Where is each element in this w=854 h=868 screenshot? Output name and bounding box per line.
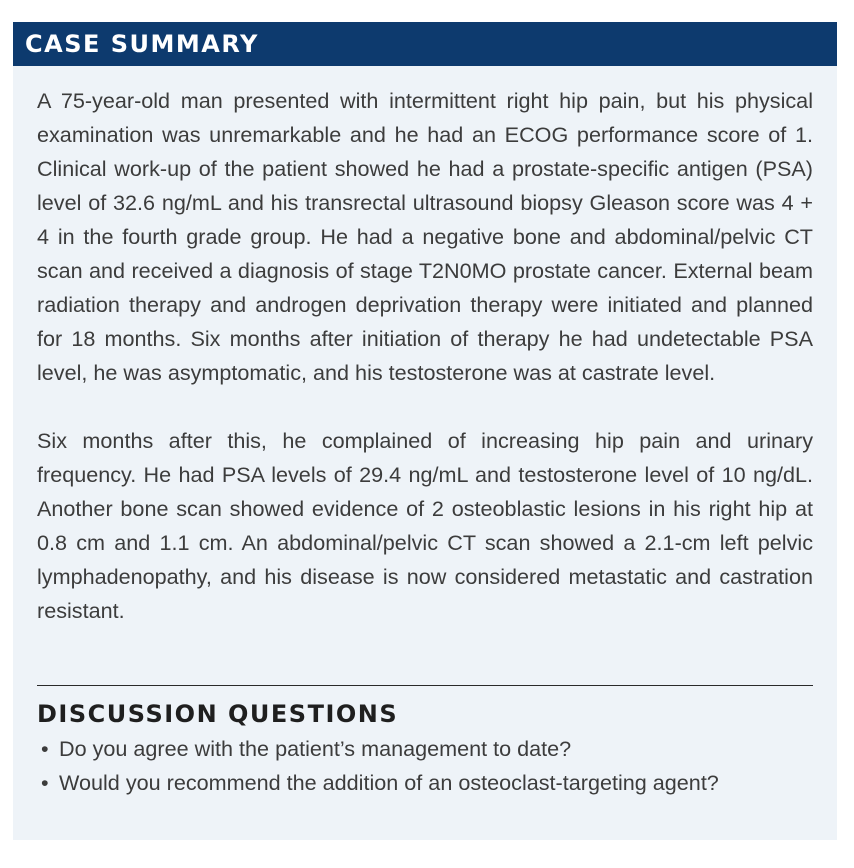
case-summary-body bbox=[37, 84, 813, 628]
section-divider bbox=[37, 685, 813, 686]
case-summary-header bbox=[13, 22, 837, 66]
discussion-question bbox=[37, 732, 813, 766]
case-summary-title: CASE SUMMARY bbox=[25, 30, 259, 58]
bullet-icon: • bbox=[41, 770, 49, 795]
discussion-question bbox=[37, 766, 813, 800]
discussion-questions-section bbox=[37, 698, 813, 800]
case-paragraph-1: A 75-year-old man presented with intermittent right hip pain, but his physical examination was unremarkable and he had an ECOG performance score of 1. Clinical work-up of the patient showed he had a prostate-specific antigen (PSA) level of 32.6 ng/mL and his transrectal ultrasound biopsy Gleason score was 4 + 4 in the fourth grade group. He had a negative bone and abdominal/pelvic CT scan and received a diagnosis of stage T2N0MO prostate cancer. External beam radiation therapy and androgen deprivation therapy were initiated and planned for 18 months. Six months after initiation of therapy he had undetectable PSA level, he was asymptomatic, and his testosterone was at castrate level. bbox=[37, 88, 813, 385]
discussion-questions-list bbox=[37, 732, 813, 800]
bullet-icon: • bbox=[41, 736, 49, 761]
case-paragraph-2: Six months after this, he complained of increasing hip pain and urinary frequency. He had PSA levels of 29.4 ng/mL and testosterone level of 10 ng/dL. Another bone scan showed evidence of 2 osteoblastic lesions in his right hip at 0.8 cm and 1.1 cm. An abdominal/pelvic CT scan showed a 2.1-cm left pelvic lymphadenopathy, and his disease is now considered metastatic and castration resistant. bbox=[37, 428, 813, 623]
discussion-questions-title: DISCUSSION QUESTIONS bbox=[37, 700, 399, 728]
discussion-question-text: Would you recommend the addition of an osteoclast-targeting agent? bbox=[59, 770, 719, 795]
case-summary-panel bbox=[13, 22, 837, 840]
discussion-question-text: Do you agree with the patient’s management to date? bbox=[59, 736, 572, 761]
